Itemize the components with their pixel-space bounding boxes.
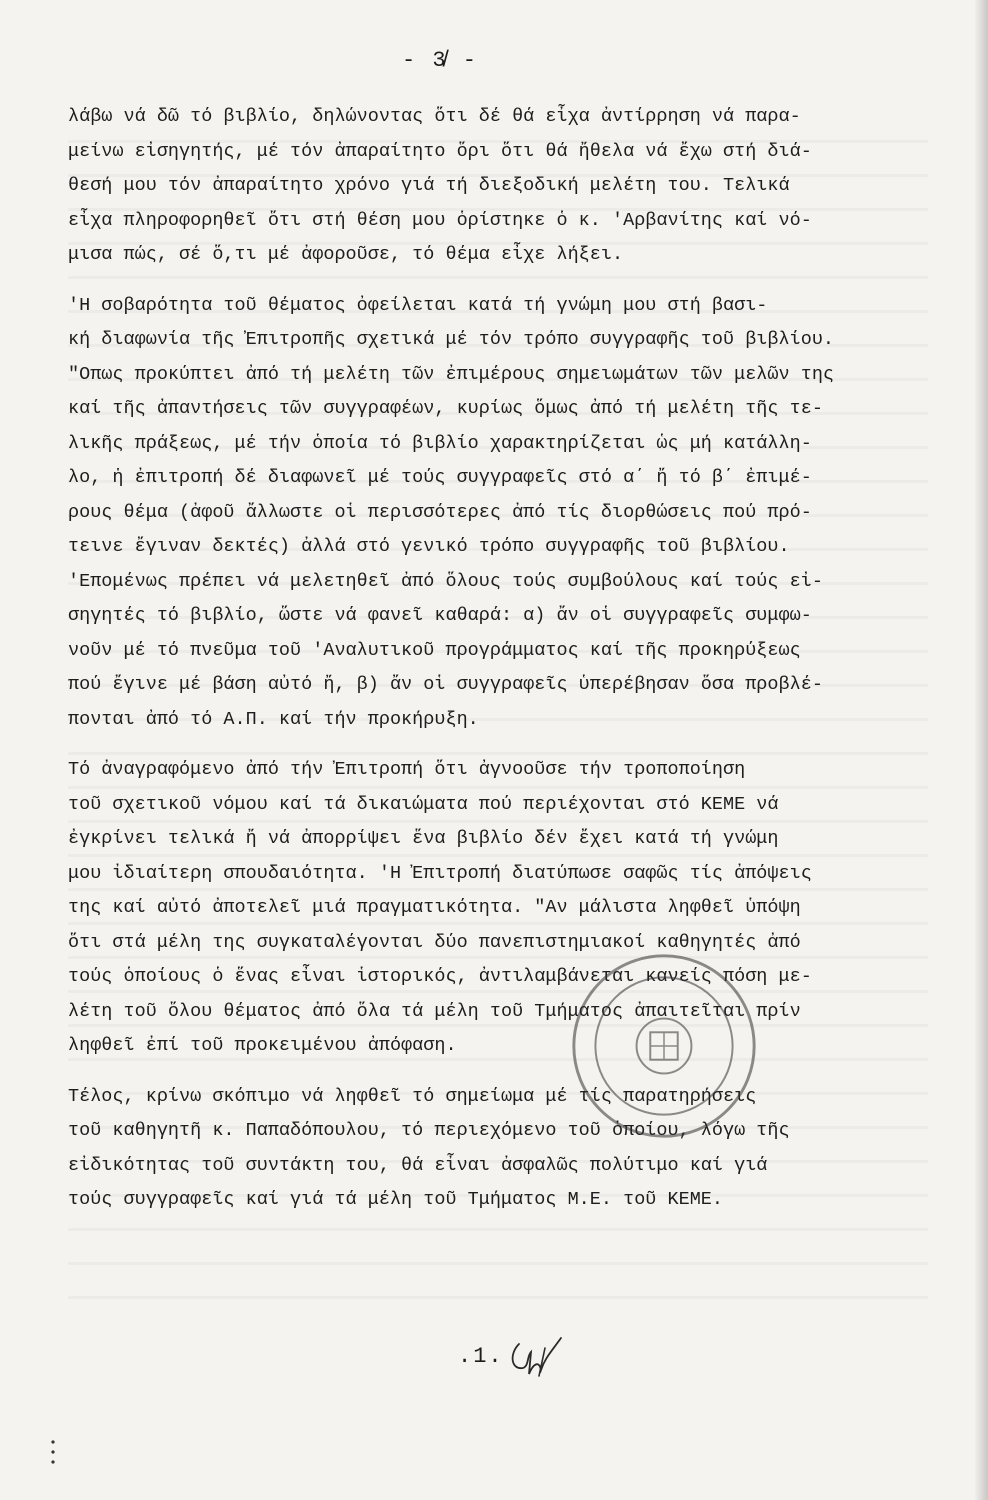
- paragraph-1: λάβω νά δῶ τό βιβλίο, δηλώνοντας ὅτι δέ θά εἶχα ἀντίρρηση νά παρα- μείνω εἰσηγητής, μέ τόν ἀπαραίτητο ὅρι ὅτι θά ἤθελα νά ἔχω στή διά- θεσή μου τόν ἀπαραίτητο χρόνο γιά τή διεξοδική μελέτη του. Τελικά εἶχα πληροφορηθεῖ ὅτι στή θέση μου ὁρίστηκε ὁ κ. 'Αρβανίτης καί νό- μισα πώς, σέ ὅ,τι μέ ἀφοροῦσε, τό θέμα εἶχε λήξει.: [68, 106, 812, 265]
- handwritten-initials: [505, 1330, 575, 1382]
- official-seal-stamp: [566, 948, 762, 1144]
- body-text: [68, 100, 930, 1234]
- page-edge-shadow: [974, 0, 988, 1500]
- paragraph-2: 'Η σοβαρότητα τοῦ θέματος ὀφείλεται κατά τή γνώμη μου στή βασι- κή διαφωνία τῆς Ἐπιτροπῆς σχετικά μέ τόν τρόπο συγγραφῆς τοῦ βιβλίου. "Οπως προκύπτει ἀπό τή μελέτη τῶν ἐπιμέρους σημειωμάτων τῶν μελῶν της καί τῆς ἀπαντήσεις τῶν συγγραφέων, κυρίως ὅμως ἀπό τή μελέτη τῆς τε- λικῆς πράξεως, μέ τήν ὁποία τό βιβλίο χαρακτηρίζεται ὡς μή κατάλλη- λο, ἡ ἐπιτροπή δέ διαφωνεῖ μέ τούς συγγραφεῖς στό α΄ ἤ τό β΄ ἐπιμέ- ρους θέμα (ἀφοῦ ἄλλωστε οἱ περισσότερες ἀπό τίς διορθώσεις πού πρό- τεινε ἔγιναν δεκτές) ἀλλά στό γενικό τρόπο συγγραφῆς τοῦ βιβλίου. 'Επομένως πρέπει νά μελετηθεῖ ἀπό ὅλους τούς συμβούλους καί τούς εἰ- σηγητές τό βιβλίο, ὥστε νά φανεῖ καθαρά: α) ἄν οἱ συγγραφεῖς συμφω- νοῦν μέ τό πνεῦμα τοῦ 'Αναλυτικοῦ προγράμματος καί τῆς προκηρύξεως πού ἔγινε μέ βάση αὐτό ἤ, β) ἄν οἱ συγγραφεῖς ὑπερέβησαν ὅσα προβλέ- πονται ἀπό τό Α.Π. καί τήν προκήρυξη.: [68, 294, 835, 730]
- page-number: - 3̸̸ -: [401, 48, 478, 73]
- margin-marks: [50, 1438, 56, 1468]
- paragraph-4: Τέλος, κρίνω σκόπιμο νά ληφθεῖ τό σημείωμα μέ τίς παρατηρήσεις τοῦ καθηγητῆ κ. Παπαδόπουλου, τό περιεχόμενο τοῦ ὁποίου, λόγω τῆς εἰδικότητας τοῦ συντάκτη του, θά εἶναι ἀσφαλῶς πολύτιμο καί γιά τούς συγγραφεῖς καί γιά τά μέλη τοῦ Τμήματος Μ.Ε. τοῦ ΚΕΜΕ.: [68, 1085, 790, 1210]
- continuation-mark: .1.: [458, 1344, 504, 1369]
- paragraph-3: Τό ἀναγραφόμενο ἀπό τήν Ἐπιτροπή ὅτι ἀγνοοῦσε τήν τροποποίηση τοῦ σχετικοῦ νόμου καί τά δικαιώματα πού περιέχονται στό ΚΕΜΕ νά ἐγκρίνει τελικά ἤ νά ἀπορρίψει ἕνα βιβλίο δέν ἔχει κατά τή γνώμη μου ἰδιαίτερη σπουδαιότητα. 'Η Ἐπιτροπή διατύπωσε σαφῶς τίς ἀπόψεις της καί αὐτό ἀποτελεῖ μιά πραγματικότητα. "Αν μάλιστα ληφθεῖ ὑπόψη ὅτι στά μέλη της συγκαταλέγονται δύο πανεπιστημιακοί καθηγητές ἀπό τούς ὁποίους ὁ ἕνας εἶναι ἱστορικός, ἀντιλαμβάνεται κανείς πόση με- λέτη τοῦ ὅλου θέματος ἀπό ὅλα τά μέλη τοῦ Τμήματος ἀπαιτεῖται πρίν ληφθεῖ ἐπί τοῦ προκειμένου ἀπόφαση.: [68, 759, 812, 1056]
